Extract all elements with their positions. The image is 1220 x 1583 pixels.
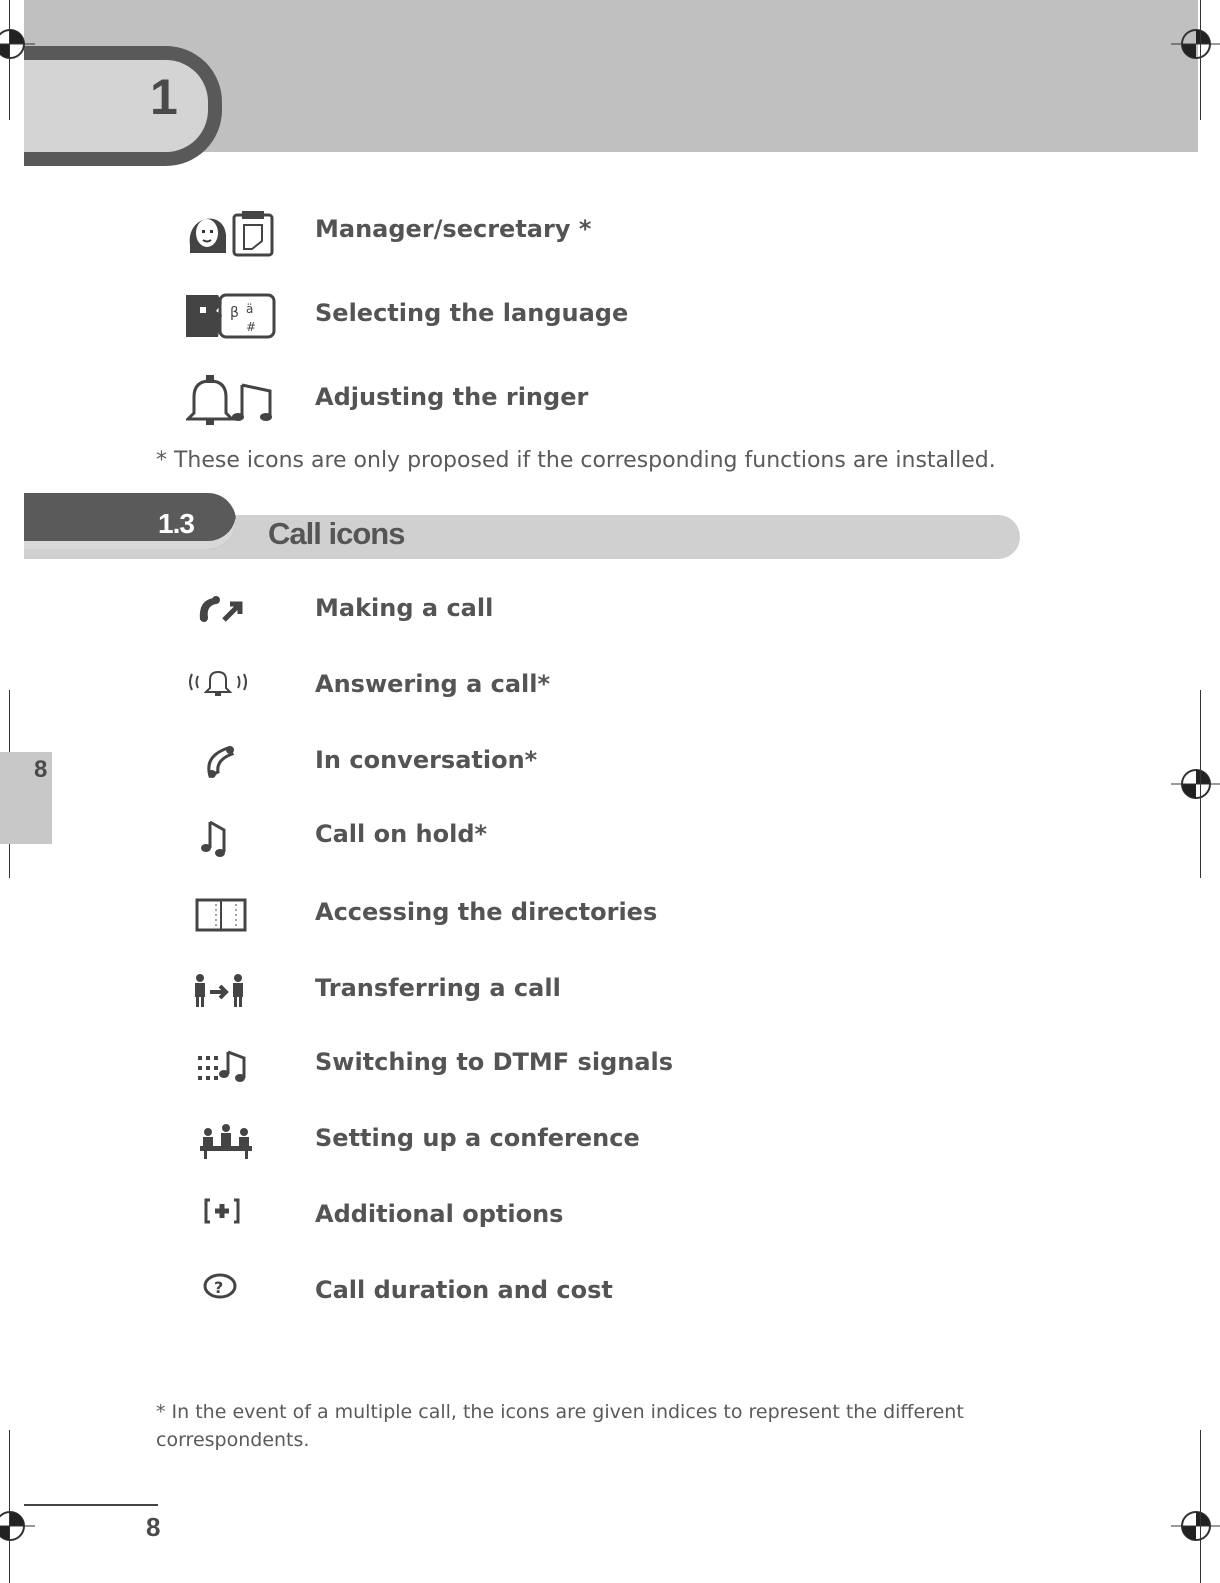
item-label: Switching to DTMF signals [315,1048,674,1076]
item-label: Additional options [315,1200,564,1228]
item-label: Call duration and cost [315,1276,613,1304]
list-item [0,894,1220,954]
svg-text:?: ? [214,1278,224,1297]
section-number: 1.3 [158,508,194,539]
item-label: Manager/secretary * [315,215,592,243]
list-item [0,1120,1220,1180]
list-item [0,970,1220,1030]
page-number: 8 [146,1512,161,1542]
item-label: Making a call [315,594,494,622]
footnote: * In the event of a multiple call, the icons are given indices to represent the different correspondents. [156,1401,964,1451]
installed-note: * These icons are only proposed if the corresponding functions are installed. [156,448,996,473]
crop-line [1200,0,1201,120]
svg-text:β: β [230,305,239,321]
language-icon [186,289,278,343]
item-label: In conversation* [315,746,538,774]
manager-secretary-icon [186,205,278,259]
list-item [0,205,1220,265]
item-label: Accessing the directories [315,898,658,926]
list-item [0,816,1220,876]
item-label: Adjusting the ringer [315,383,589,411]
ringer-icon [186,373,278,427]
chapter-tab [24,46,222,166]
crop-line [9,0,10,120]
hold-music-icon [200,816,234,860]
crop-mark-icon [1166,1506,1220,1546]
directory-icon [194,894,250,934]
answering-call-icon [186,666,250,706]
transfer-icon [192,970,250,1012]
list-item [0,1196,1220,1256]
list-item [0,742,1220,802]
list-item [0,289,1220,349]
options-icon [202,1196,242,1230]
list-item [0,590,1220,650]
item-label: Transferring a call [315,974,561,1002]
item-label: Setting up a conference [315,1124,640,1152]
chapter-number: 1 [150,69,178,125]
dtmf-icon [196,1044,252,1088]
item-label: Answering a call* [315,670,551,698]
item-label: Call on hold* [315,820,488,848]
item-label: Selecting the language [315,299,629,327]
section-title: Call icons [268,516,405,551]
section-tab [24,493,236,549]
making-call-icon [196,590,250,630]
list-item [0,666,1220,726]
list-item [0,1044,1220,1104]
crop-line [9,1430,10,1583]
svg-text:ä: ä [246,302,254,316]
conversation-icon [202,742,242,782]
list-item [0,1272,1220,1332]
cost-icon [200,1272,240,1306]
crop-mark-icon [0,1506,50,1546]
crop-line [1200,1430,1201,1583]
page-rule [24,1504,158,1506]
crop-mark-icon [1166,24,1220,64]
svg-text:#: # [246,320,257,334]
conference-icon [198,1120,254,1164]
crop-mark-icon [0,24,50,64]
side-tab-number: 8 [34,756,48,783]
list-item [0,373,1220,433]
